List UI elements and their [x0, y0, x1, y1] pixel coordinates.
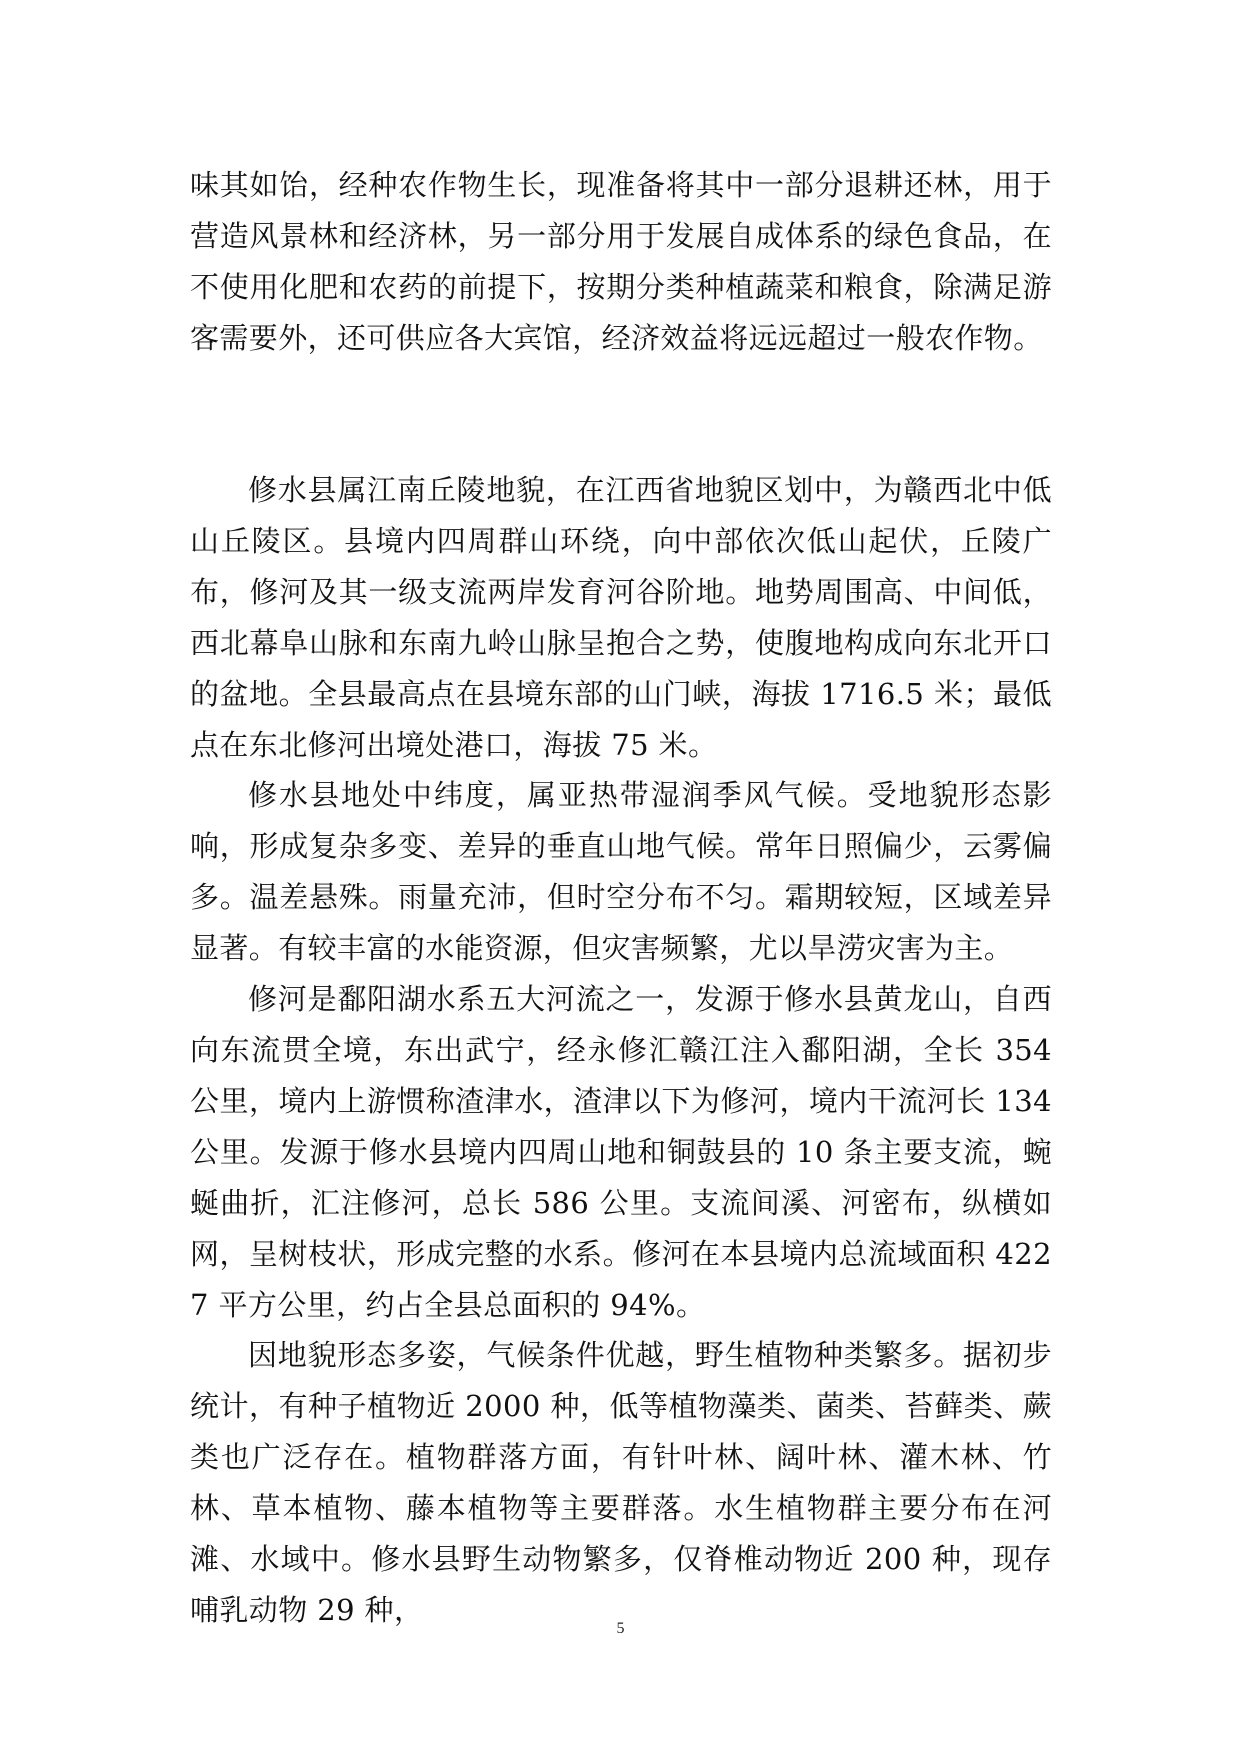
paragraph-river-system: 修河是鄱阳湖水系五大河流之一，发源于修水县黄龙山，自西向东流贯全境，东出武宁，经永修汇赣江注入鄱阳湖，全长 354 公里，境内上游惯称渣津水，渣津以下为修河，境内干流河长 134 公里。发源于修水县境内四周山地和铜鼓县的 10 条主要支流，蜿蜒曲折，汇注修河，总长 586 公里。支流间溪、河密布，纵横如网，呈树枝状，形成完整的水系。修河在本县境内总流域面积 4227 平方公里，约占全县总面积的 94%。	[190, 982, 1052, 1322]
paragraph-topography: 修水县属江南丘陵地貌，在江西省地貌区划中，为赣西北中低山丘陵区。县境内四周群山环绕，向中部依次低山起伏，丘陵广布，修河及其一级支流两岸发育河谷阶地。地势周围高、中间低，西北幕阜山脉和东南九岭山脉呈抱合之势，使腹地构成向东北开口的盆地。全县最高点在县境东部的山门峡，海拔 1716.5 米；最低点在东北修河出境处港口，海拔 75 米。	[190, 473, 1052, 762]
paragraph-climate: 修水县地处中纬度，属亚热带湿润季风气候。受地貌形态影响，形成复杂多变、差异的垂直山地气候。常年日照偏少，云雾偏多。温差悬殊。雨量充沛，但时空分布不匀。霜期较短，区域差异显著。有较丰富的水能资源，但灾害频繁，尤以旱涝灾害为主。	[190, 778, 1052, 965]
paragraph-continuation: 味其如饴，经种农作物生长，现准备将其中一部分退耕还林，用于营造风景林和经济林，另一部分用于发展自成体系的绿色食品，在不使用化肥和农药的前提下，按期分类种植蔬菜和粮食，除满足游客需要外，还可供应各大宾馆，经济效益将远远超过一般农作物。	[190, 168, 1052, 355]
page-number: 5	[616, 1620, 625, 1637]
paragraph-flora-fauna: 因地貌形态多姿，气候条件优越，野生植物种类繁多。据初步统计，有种子植物近 2000 种，低等植物藻类、菌类、苔藓类、蕨类也广泛存在。植物群落方面，有针叶林、阔叶林、灌木林、竹林、草本植物、藤本植物等主要群落。水生植物群主要分布在河滩、水域中。修水县野生动物繁多，仅脊椎动物近 200 种，现存哺乳动物 29 种，	[190, 1338, 1052, 1627]
